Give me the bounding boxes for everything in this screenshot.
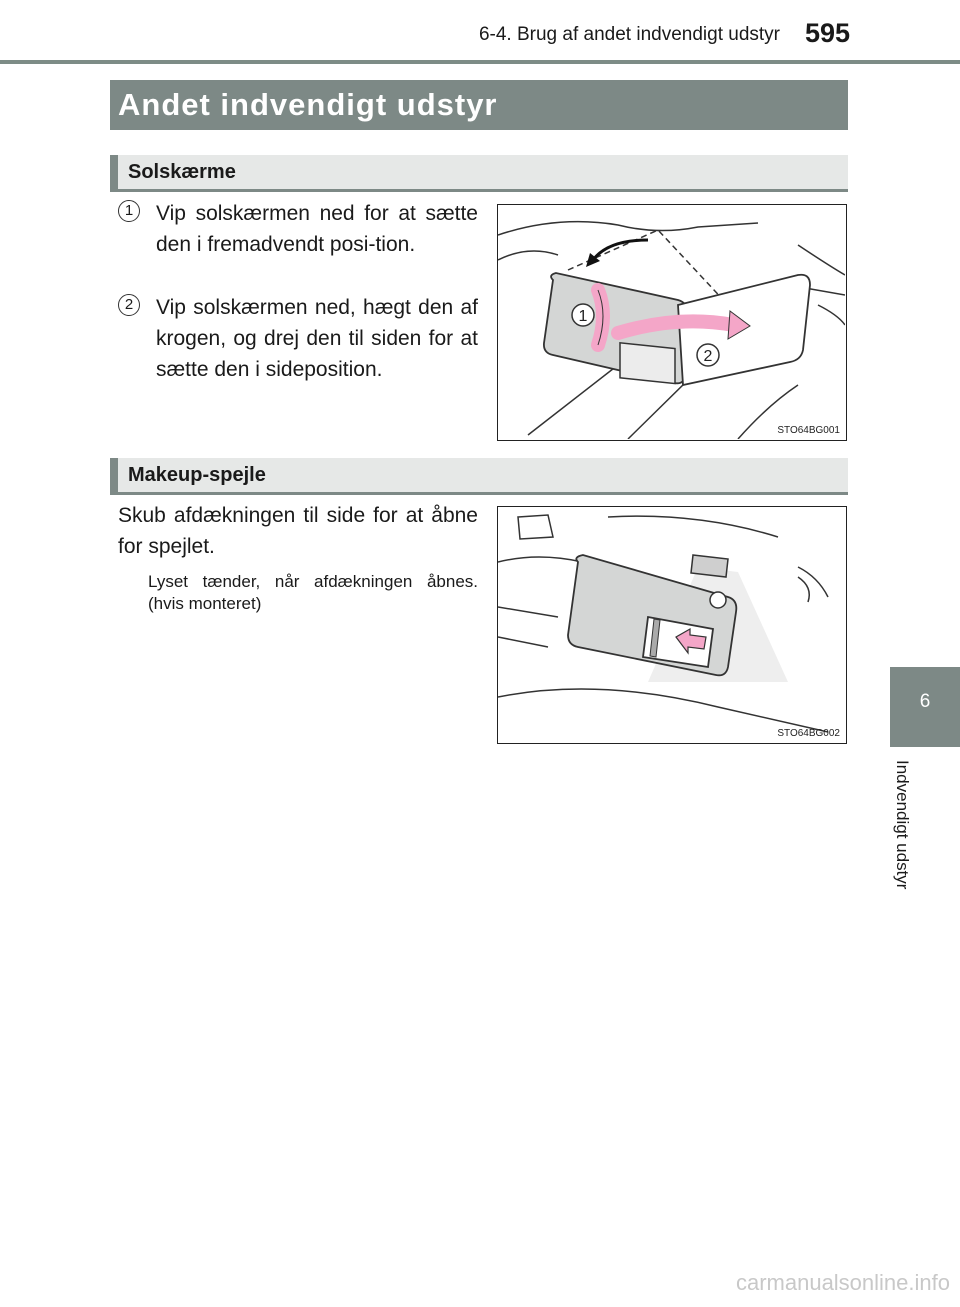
section-heading-solskaerme [110, 155, 848, 192]
page-title: Andet indvendigt udstyr [118, 87, 498, 122]
chapter-label-text: Indvendigt udstyr [893, 760, 912, 890]
step-text: Vip solskærmen ned, hægt den af krogen, og drej den til siden for at sætte den i sideposition. [156, 296, 478, 381]
chapter-label [892, 760, 932, 920]
step-text: Vip solskærmen ned for at sætte den i fremadvendt posi-tion. [156, 202, 478, 256]
section-heading-text: Solskærme [128, 161, 236, 183]
chapter-tab [890, 667, 960, 747]
step-1 [118, 198, 478, 294]
sun-visor-illustration [498, 205, 845, 439]
callout-1: 1 [578, 308, 588, 325]
header-rule [0, 60, 960, 64]
figure-code: STO64BG002 [777, 728, 840, 739]
watermark: carmanualsonline.info [735, 1270, 950, 1295]
figure-code: STO64BG001 [777, 425, 840, 436]
step-2 [118, 292, 478, 388]
makeup-note: Lyset tænder, når afdækningen åbnes. (hvis monteret) [148, 572, 478, 613]
step-number-badge: 2 [118, 294, 140, 316]
figure-makeup-mirror [497, 506, 847, 744]
section-heading-text: Makeup-spejle [128, 464, 266, 486]
makeup-instruction: Skub afdækningen til side for at åbne for spejlet. [118, 504, 478, 558]
makeup-mirror-illustration [498, 507, 845, 742]
running-header-section: 6-4. Brug af andet indvendigt udstyr [478, 24, 780, 45]
chapter-number: 6 [919, 691, 931, 712]
page-title-bar [110, 80, 848, 130]
page-number: 595 [805, 18, 851, 48]
step-number-badge: 1 [118, 200, 140, 222]
callout-2: 2 [703, 348, 713, 365]
figure-sun-visor [497, 204, 847, 441]
section-heading-makeup [110, 458, 848, 495]
